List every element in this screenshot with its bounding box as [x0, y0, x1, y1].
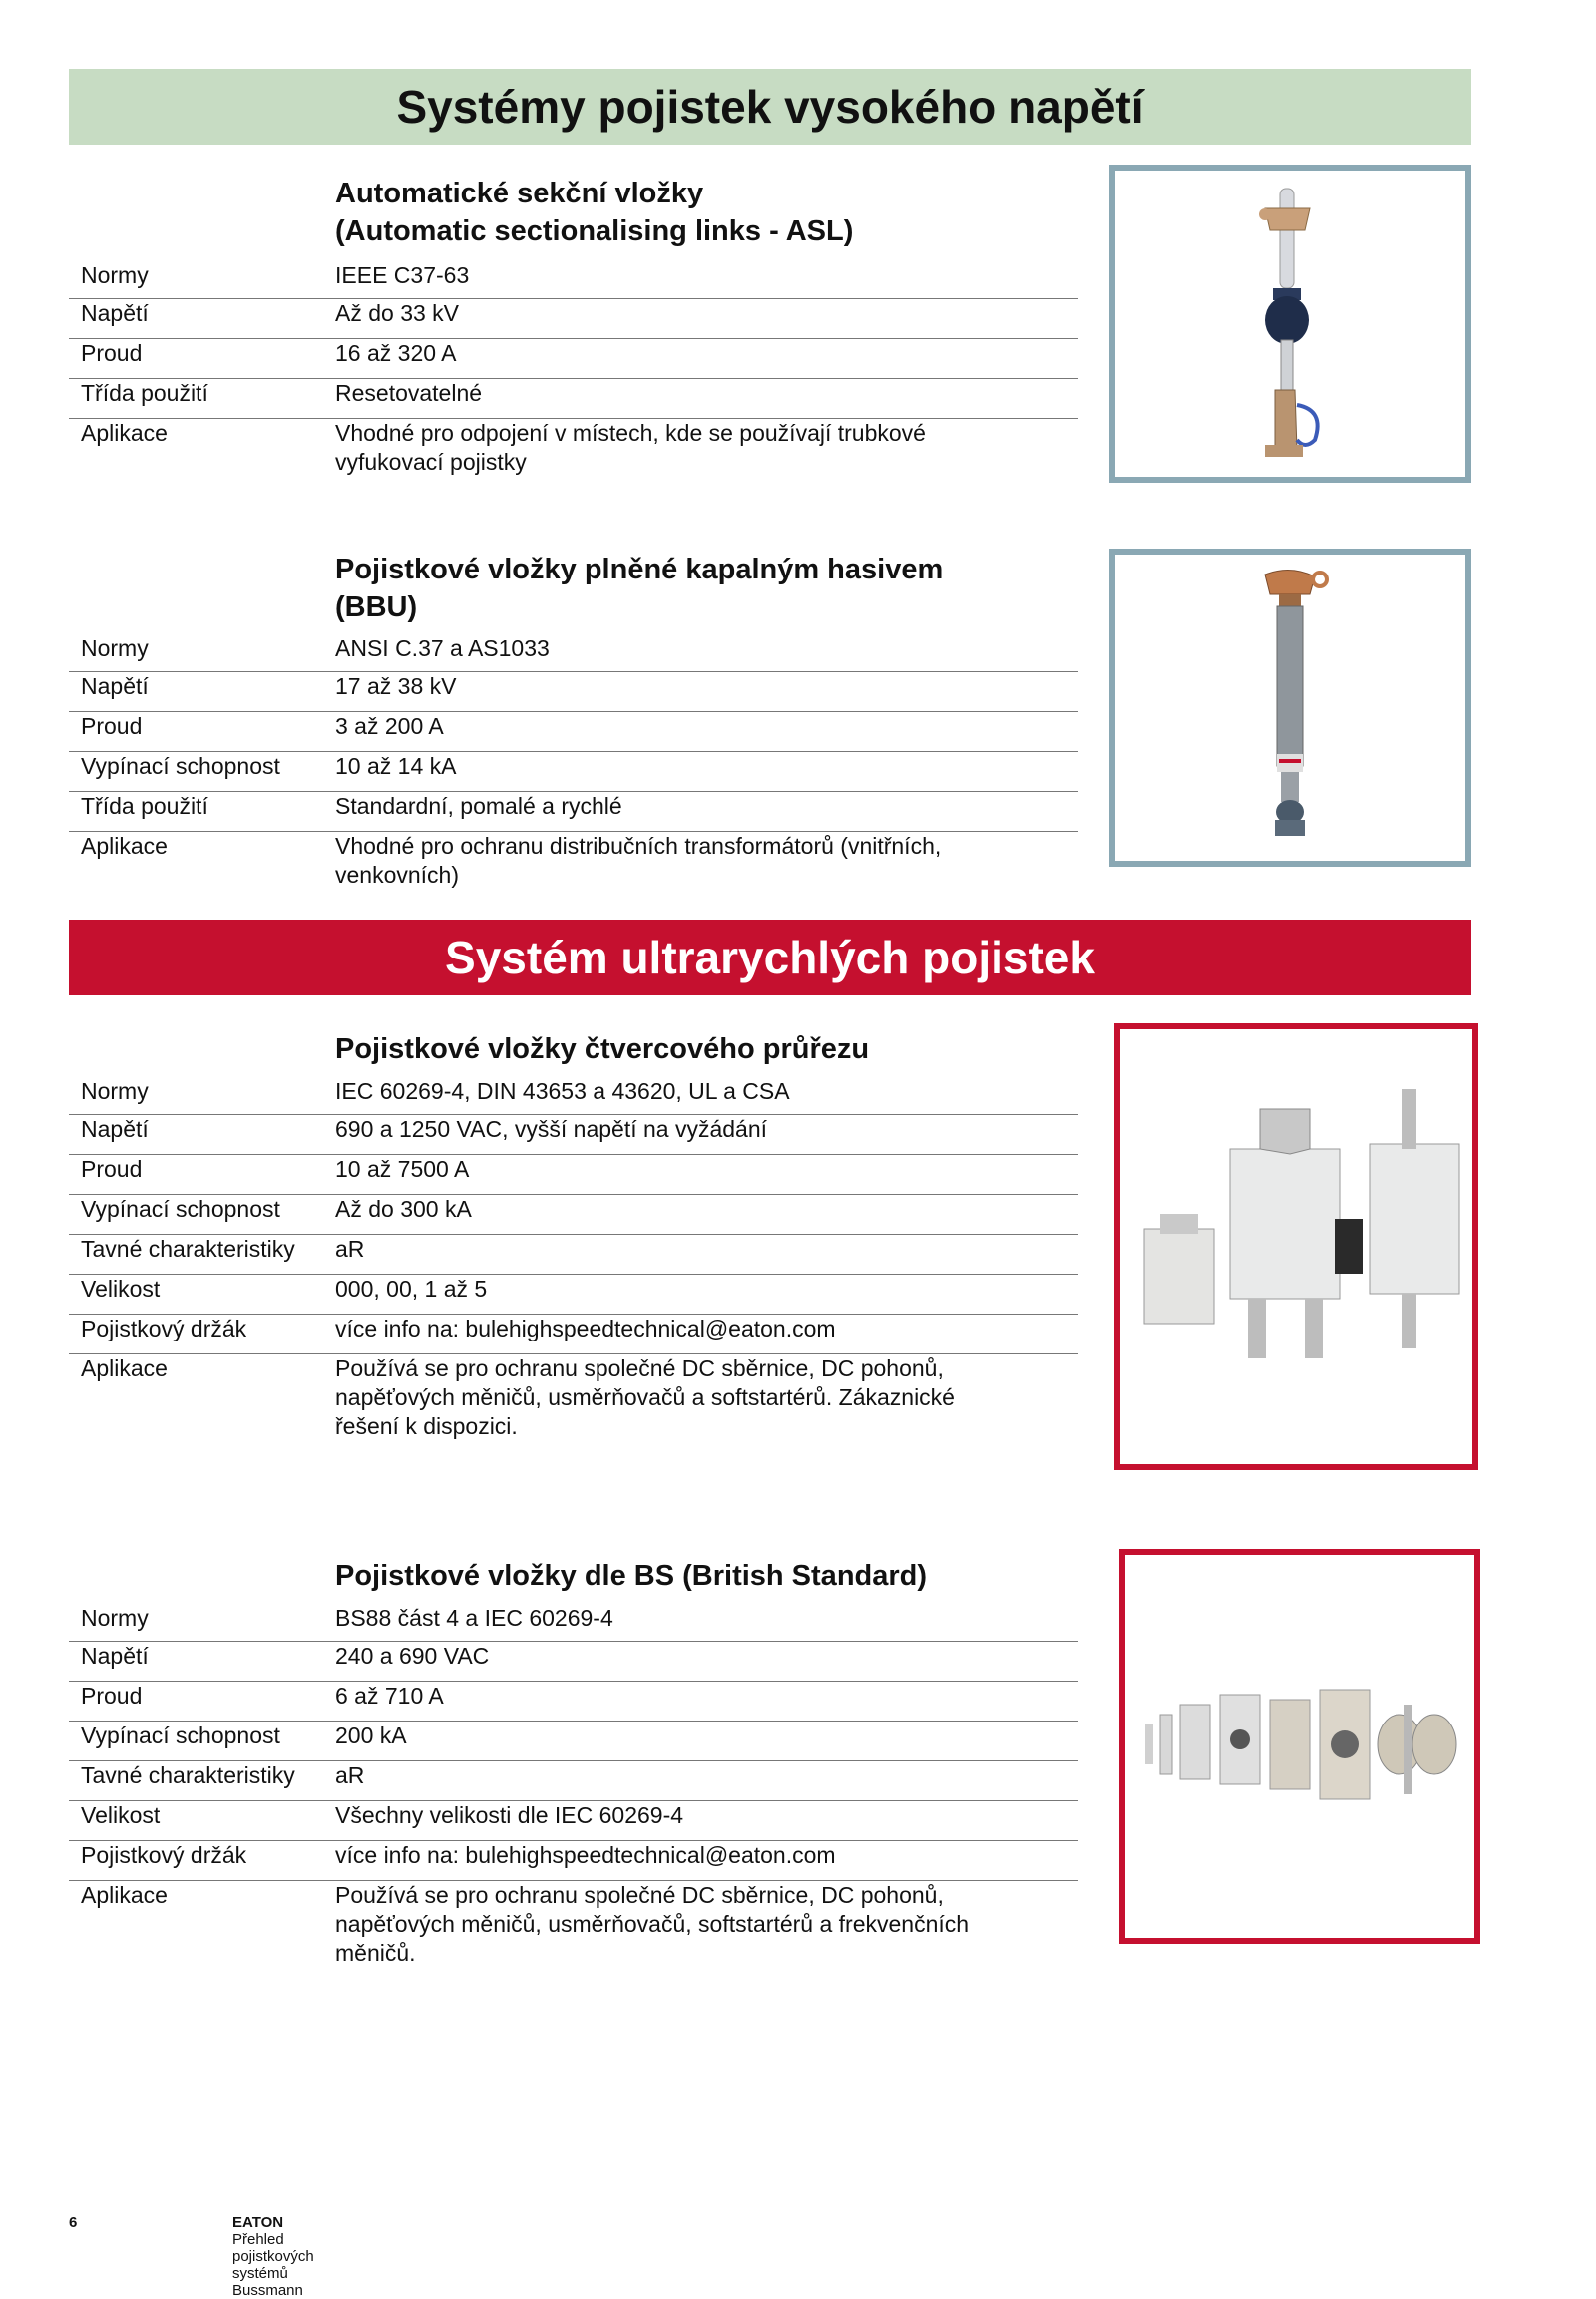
spec-label: Třída použití — [81, 793, 208, 819]
spec-label: Proud — [81, 1683, 143, 1709]
spec-label: Normy — [81, 1605, 149, 1631]
spec-value: Až do 300 kA — [335, 1196, 472, 1222]
spec-value: IEC 60269-4, DIN 43653 a 43620, UL a CSA — [335, 1078, 790, 1104]
spec-value: ANSI C.37 a AS1033 — [335, 635, 550, 661]
footer-brand: EATON — [232, 2214, 284, 2231]
spec-label: Normy — [81, 635, 149, 661]
spec-label: Proud — [81, 340, 143, 366]
square-fuses-photo — [1114, 1023, 1478, 1470]
ultrafast-banner: Systém ultrarychlých pojistek — [69, 920, 1471, 995]
spec-row — [69, 1881, 1078, 1974]
spec-label: Normy — [81, 1078, 149, 1104]
spec-value: 690 a 1250 VAC, vyšší napětí na vyžádání — [335, 1116, 768, 1142]
bbu-product-photo — [1109, 549, 1471, 867]
spec-row — [69, 1642, 1078, 1682]
spec-value: IEEE C37-63 — [335, 262, 470, 288]
bs-fuses-image — [1125, 1555, 1474, 1938]
spec-label: Tavné charakteristiky — [81, 1762, 295, 1788]
section-title: Pojistkové vložky čtvercového průřezu — [335, 1033, 870, 1065]
spec-label: Pojistkový držák — [81, 1842, 247, 1868]
spec-value: 16 až 320 A — [335, 340, 457, 366]
spec-row — [69, 672, 1078, 712]
spec-label: Napětí — [81, 673, 149, 699]
spec-value: Používá se pro ochranu společné DC sběrnice, DC pohonů, napěťových měničů, usměrňovačů a softstartérů. Zákaznické řešení k dispozici. — [335, 1355, 955, 1439]
spec-row — [69, 1195, 1078, 1235]
spec-row — [69, 1604, 1078, 1642]
spec-value: aR — [335, 1236, 365, 1262]
spec-row — [69, 792, 1078, 832]
spec-table — [69, 634, 1078, 896]
spec-row — [69, 339, 1078, 379]
section-title: Automatické sekční vložky (Automatic sectionalising links - ASL) — [335, 178, 854, 247]
spec-value: Všechny velikosti dle IEC 60269-4 — [335, 1802, 684, 1828]
section-title: Pojistkové vložky dle BS (British Standard) — [335, 1560, 928, 1592]
spec-row — [69, 1722, 1078, 1761]
spec-label: Vypínací schopnost — [81, 1723, 280, 1748]
spec-row — [69, 299, 1078, 339]
spec-row — [69, 832, 1078, 896]
spec-label: Třída použití — [81, 380, 208, 406]
spec-row — [69, 752, 1078, 792]
spec-label: Napětí — [81, 300, 149, 326]
spec-row — [69, 712, 1078, 752]
spec-row — [69, 1077, 1078, 1115]
spec-row — [69, 379, 1078, 419]
spec-label: Proud — [81, 713, 143, 739]
spec-label: Aplikace — [81, 833, 168, 859]
spec-value: Vhodné pro ochranu distribučních transformátorů (vnitřních, venkovních) — [335, 833, 942, 888]
spec-label: Proud — [81, 1156, 143, 1182]
spec-value: více info na: bulehighspeedtechnical@eaton.com — [335, 1316, 836, 1341]
page-number: 6 — [69, 2214, 78, 2231]
spec-row — [69, 1275, 1078, 1315]
spec-row — [69, 634, 1078, 672]
asl-fuse-image — [1115, 171, 1465, 477]
spec-row — [69, 1354, 1078, 1447]
spec-value: 200 kA — [335, 1723, 407, 1748]
spec-value: Až do 33 kV — [335, 300, 460, 326]
spec-value: Standardní, pomalé a rychlé — [335, 793, 622, 819]
spec-row — [69, 1841, 1078, 1881]
spec-row — [69, 1682, 1078, 1722]
spec-value: Používá se pro ochranu společné DC sběrnice, DC pohonů, napěťových měničů, usměrňovačů, softstartérů a frekvenčních měničů. — [335, 1882, 970, 1966]
spec-table — [69, 261, 1078, 483]
spec-value: BS88 část 4 a IEC 60269-4 — [335, 1605, 613, 1631]
spec-value: 240 a 690 VAC — [335, 1643, 490, 1669]
footer-title: Přehled pojistkových systémů Bussmann — [232, 2231, 314, 2299]
spec-label: Normy — [81, 262, 149, 288]
spec-label: Vypínací schopnost — [81, 753, 280, 779]
spec-value: Resetovatelné — [335, 380, 483, 406]
spec-label: Aplikace — [81, 420, 168, 446]
spec-row — [69, 1315, 1078, 1354]
spec-value: 6 až 710 A — [335, 1683, 444, 1709]
bs-fuses-photo — [1119, 1549, 1480, 1944]
spec-row — [69, 419, 1078, 483]
spec-value: Vhodné pro odpojení v místech, kde se používají trubkové vyfukovací pojistky — [335, 420, 926, 475]
spec-value: 3 až 200 A — [335, 713, 444, 739]
spec-row — [69, 1115, 1078, 1155]
bbu-fuse-image — [1115, 555, 1465, 861]
spec-value: 17 až 38 kV — [335, 673, 457, 699]
spec-label: Aplikace — [81, 1882, 168, 1908]
spec-value: aR — [335, 1762, 365, 1788]
spec-row — [69, 261, 1078, 299]
spec-row — [69, 1801, 1078, 1841]
spec-table — [69, 1604, 1078, 1974]
high-voltage-banner: Systémy pojistek vysokého napětí — [69, 69, 1471, 145]
section-title: Pojistkové vložky plněné kapalným hasivem (BBU) — [335, 554, 944, 623]
spec-row — [69, 1155, 1078, 1195]
spec-value: více info na: bulehighspeedtechnical@eaton.com — [335, 1842, 836, 1868]
spec-label: Aplikace — [81, 1355, 168, 1381]
spec-label: Velikost — [81, 1276, 161, 1302]
spec-label: Napětí — [81, 1116, 149, 1142]
spec-label: Vypínací schopnost — [81, 1196, 280, 1222]
spec-value: 10 až 7500 A — [335, 1156, 470, 1182]
spec-label: Pojistkový držák — [81, 1316, 247, 1341]
spec-value: 10 až 14 kA — [335, 753, 457, 779]
spec-row — [69, 1761, 1078, 1801]
spec-value: 000, 00, 1 až 5 — [335, 1276, 488, 1302]
spec-label: Velikost — [81, 1802, 161, 1828]
spec-label: Tavné charakteristiky — [81, 1236, 295, 1262]
spec-table — [69, 1077, 1078, 1447]
spec-row — [69, 1235, 1078, 1275]
spec-label: Napětí — [81, 1643, 149, 1669]
asl-product-photo — [1109, 165, 1471, 483]
square-fuses-image — [1120, 1029, 1472, 1464]
